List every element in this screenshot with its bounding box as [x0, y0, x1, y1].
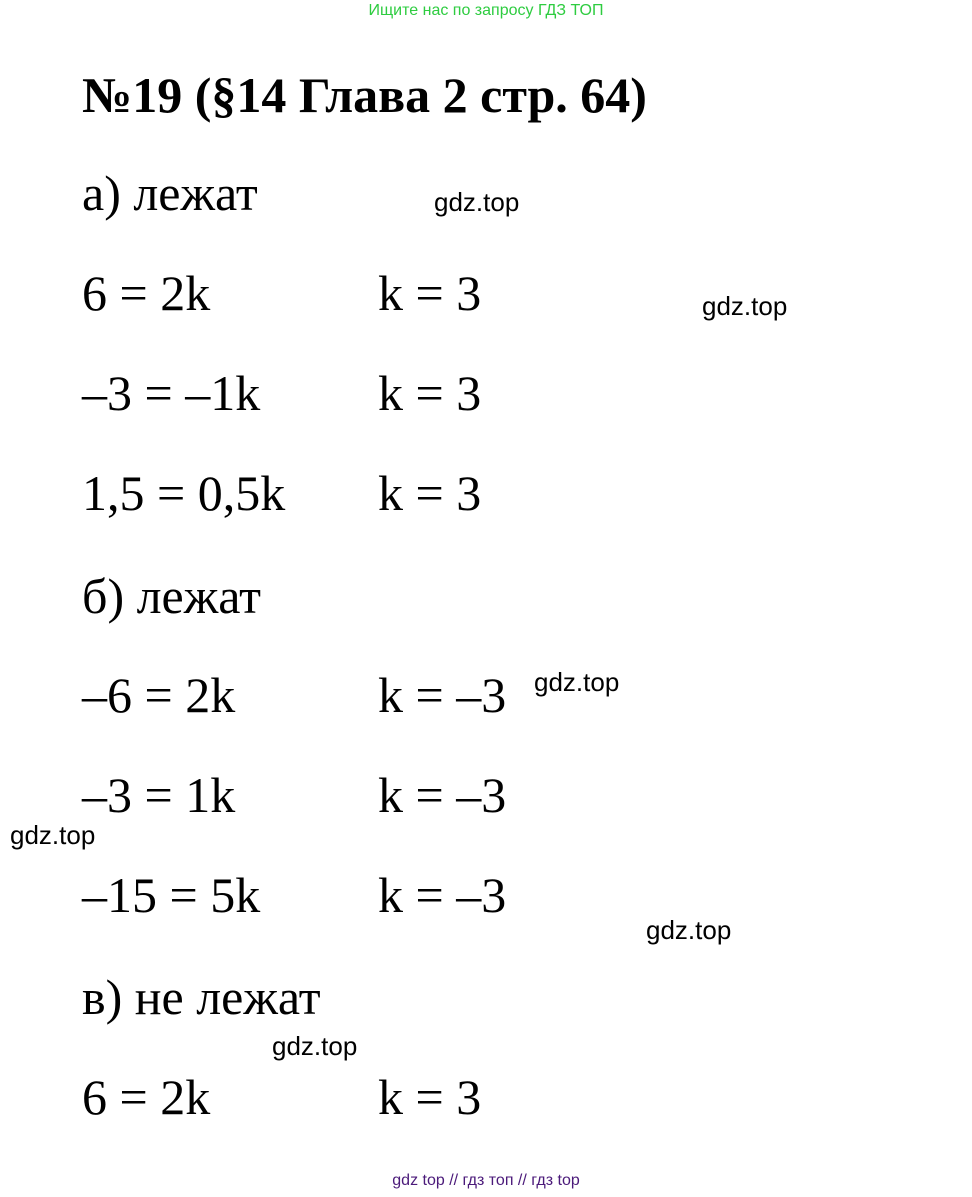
equation-left: –3 = –1k [82, 365, 261, 421]
equation-right: k = 3 [378, 465, 482, 521]
equation-left: 6 = 2k [82, 1069, 211, 1125]
equation-left: 6 = 2k [82, 265, 211, 321]
equation-right: k = 3 [378, 265, 482, 321]
equation-left: –6 = 2k [82, 667, 236, 723]
equation-left: а) лежат [82, 165, 258, 221]
equation-left: 1,5 = 0,5k [82, 465, 286, 521]
equation-left: в) не лежат [82, 969, 321, 1025]
equation-right: k = –3 [378, 867, 507, 923]
watermark: gdz.top [646, 915, 732, 945]
footer-links: gdz top // гдз топ // гдз top [392, 1172, 580, 1189]
watermark: gdz.top [272, 1031, 358, 1061]
search-hint: Ищите нас по запросу ГДЗ ТОП [368, 2, 604, 19]
equation-right: k = –3 [378, 767, 507, 823]
watermark: gdz.top [434, 187, 520, 217]
equation-left: б) лежат [82, 568, 262, 624]
watermark: gdz.top [10, 820, 96, 850]
equation-right: k = –3 [378, 667, 507, 723]
watermark: gdz.top [702, 291, 788, 321]
equation-left: –3 = 1k [82, 767, 236, 823]
equation-left: –15 = 5k [82, 867, 261, 923]
page-title: №19 (§14 Глава 2 стр. 64) [82, 67, 647, 123]
watermark: gdz.top [534, 667, 620, 697]
equation-right: k = 3 [378, 365, 482, 421]
equation-right: k = 3 [378, 1069, 482, 1125]
